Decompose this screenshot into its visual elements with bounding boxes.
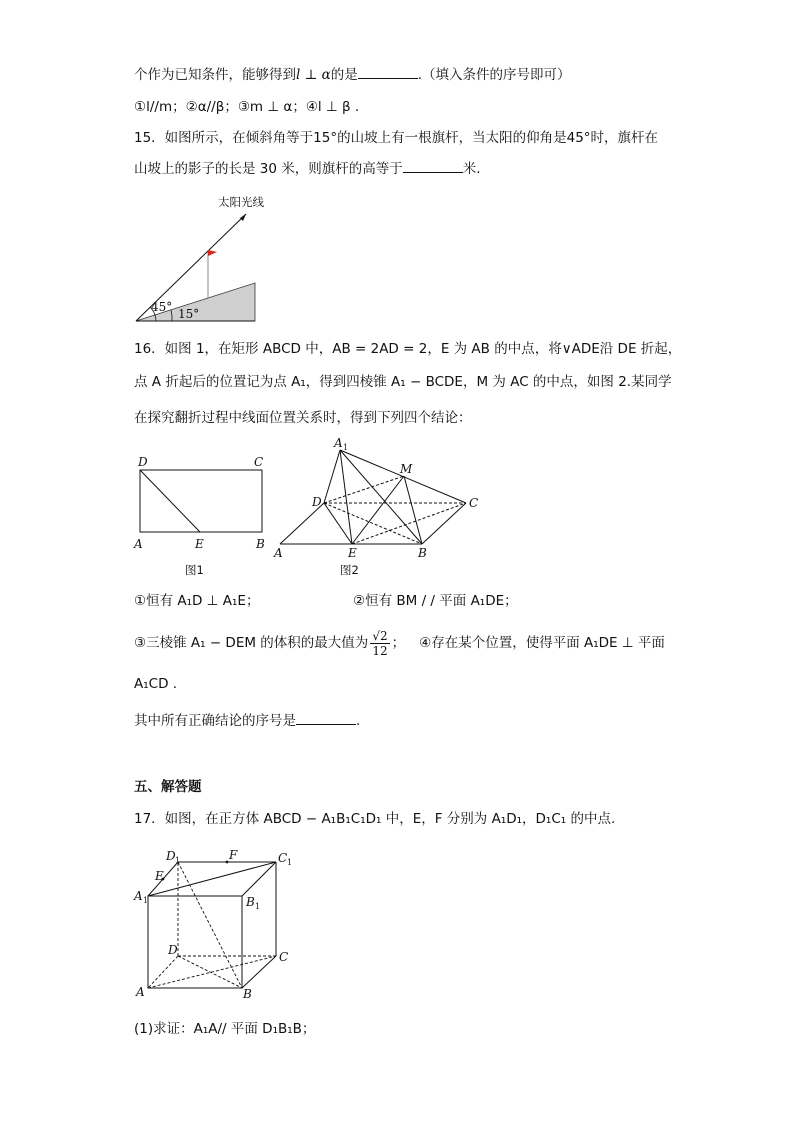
label-c: C: [254, 455, 264, 469]
label-a1: A: [334, 436, 343, 450]
label-d: D: [138, 455, 148, 469]
q16-line1: 16．如图 1，在矩形 ABCD 中，AB = 2AD = 2，E 为 AB 的中点，将∨ADE沿 DE 折起，: [134, 341, 682, 357]
angle-45-label: 45°: [151, 300, 173, 314]
edge-b1c1: [242, 862, 276, 896]
front-face: [148, 896, 242, 988]
answer-blank[interactable]: [403, 160, 463, 173]
q14-option-4: ④l ⊥ β .: [305, 99, 360, 115]
edge-bc: [242, 956, 276, 988]
q15-figure: [130, 190, 265, 325]
label-b: B: [256, 537, 265, 551]
conclusion-4-text: ④存在某个位置，使得平面 A₁DE ⊥ 平面: [419, 635, 665, 651]
answer-blank[interactable]: [358, 66, 418, 79]
segment-em: [352, 476, 404, 544]
label-a1: A: [134, 889, 143, 903]
label-c: C: [279, 950, 289, 964]
label-f: F: [229, 848, 238, 862]
label-a: A: [134, 537, 143, 551]
q16-figure-2: [272, 435, 487, 580]
q14-target: l ⊥ α: [296, 67, 331, 83]
label-a: A: [274, 546, 283, 560]
conclusion-3-end: ；: [391, 635, 406, 651]
conclusion-3-text: ③三棱锥 A₁ − DEM 的体积的最大值为: [134, 635, 369, 651]
q15-line2: [134, 160, 481, 178]
segment-ac: [148, 956, 276, 988]
q14-option-1: ①l//m；: [134, 99, 186, 115]
segment-dm: [324, 476, 404, 503]
label-c: C: [469, 496, 479, 510]
label-e: E: [195, 537, 204, 551]
figure-2-caption: 图2: [340, 563, 359, 577]
edge-ad: [280, 503, 324, 544]
segment-a1c1: [148, 862, 276, 896]
figure-1-caption: 图1: [185, 563, 204, 577]
label-d1: D: [166, 849, 176, 863]
q16-line2: 点 A 折起后的位置记为点 A₁，得到四棱锥 A₁ − BCDE，M 为 AC 的中点，如图 2.某同学: [134, 374, 672, 390]
q14-line1: [134, 66, 571, 84]
point-f: [226, 861, 229, 864]
q14-options: [134, 98, 359, 116]
q15-unit: 米.: [462, 161, 481, 177]
answer-blank[interactable]: [296, 712, 356, 725]
q14-intro: 个作为已知条件，能够得到: [134, 67, 296, 83]
q14-option-3: ③m ⊥ α；: [237, 99, 306, 115]
segment-ec: [352, 503, 466, 544]
label-d1-subscript: 1: [175, 856, 181, 865]
fraction-sqrt2-over-12: [370, 629, 389, 658]
q16-line3: 在探究翻折过程中线面位置关系时，得到下列四个结论：: [134, 410, 472, 426]
label-a: A: [136, 985, 145, 999]
label-e: E: [348, 546, 357, 560]
q14-option-2: ②α//β；: [185, 99, 238, 115]
sun-ray-label: 太阳光线: [218, 195, 264, 209]
label-b: B: [418, 546, 427, 560]
label-a1-subscript: 1: [143, 896, 149, 905]
label-m: M: [400, 462, 413, 476]
conclusion-4-end: A₁CD .: [134, 676, 178, 692]
conclusion-2: ②恒有 BM / / 平面 A₁DE；: [353, 593, 518, 609]
rectangle-abcd: [140, 470, 262, 532]
label-c1-subscript: 1: [287, 858, 293, 867]
q14-tail: .（填入条件的序号即可）: [417, 67, 571, 83]
segment-db: [324, 503, 422, 544]
label-e: E: [155, 869, 164, 883]
label-b1: B: [246, 895, 255, 909]
label-d: D: [168, 943, 178, 957]
segment-de: [140, 470, 200, 532]
q15-line2-text: 山坡上的影子的长是 30 米，则旗杆的高等于: [134, 161, 403, 177]
conclusion-3-and-4: [134, 626, 665, 660]
q16-question-text: 其中所有正确结论的序号是: [134, 713, 296, 729]
fraction-denominator: 12: [372, 643, 388, 658]
conclusion-1: ①恒有 A₁D ⊥ A₁E；: [134, 593, 260, 609]
q14-intro-end: 的是: [330, 67, 358, 83]
q17-part1: (1)求证：A₁A// 平面 D₁B₁B；: [134, 1021, 316, 1037]
segment-db: [178, 956, 242, 988]
q17-cube-figure: [130, 840, 300, 1010]
label-b1-subscript: 1: [255, 902, 261, 911]
label-d: D: [312, 495, 322, 509]
section-heading: 五、解答题: [134, 779, 202, 795]
q16-question-end: .: [356, 713, 361, 729]
segment-d1b: [178, 862, 242, 988]
label-b: B: [243, 987, 252, 1001]
label-a1-subscript: 1: [343, 443, 349, 452]
q17-line1: 17．如图，在正方体 ABCD − A₁B₁C₁D₁ 中，E，F 分别为 A₁D₁，D₁C₁ 的中点.: [134, 811, 616, 827]
edge-da: [148, 956, 178, 988]
edge-bc: [422, 503, 466, 544]
q16-figure-1: [130, 450, 275, 580]
edge-a1d: [324, 450, 340, 503]
flag-icon: [208, 250, 217, 256]
angle-15-label: 15°: [178, 307, 200, 321]
q16-question: [134, 712, 360, 730]
sun-ray-arrowhead: [240, 214, 246, 221]
q15-line1: 15．如图所示，在倾斜角等于15°的山坡上有一根旗杆，当太阳的仰角是45°时，旗杆在: [134, 130, 659, 146]
fraction-numerator: √2: [372, 628, 388, 643]
label-c1: C: [278, 851, 288, 865]
